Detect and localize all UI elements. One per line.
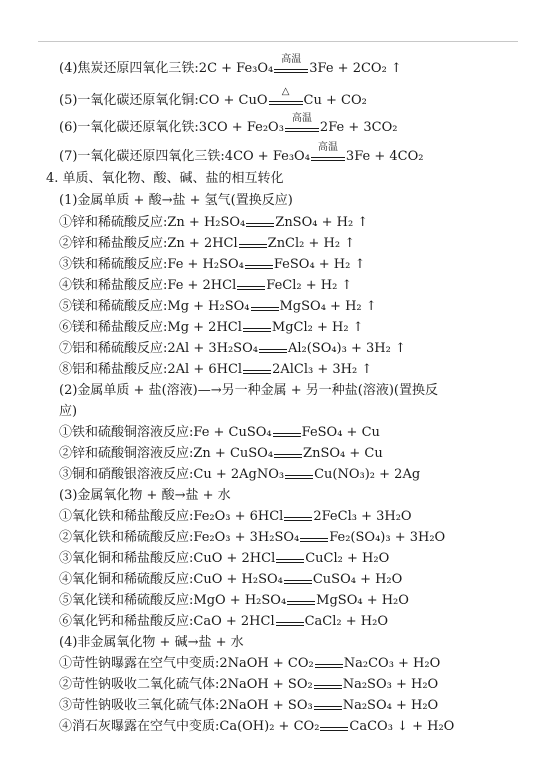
equals-sign	[237, 275, 265, 297]
equation-line	[59, 54, 402, 80]
line-text: (1)金属单质 + 酸→盐 + 氢气(置换反应)	[59, 193, 293, 208]
equation-line	[59, 296, 377, 318]
equation-line	[59, 674, 438, 696]
reactants: ②苛性钠吸收二氧化硫气体:2NaOH + SO₂	[59, 677, 313, 692]
equals-sign	[285, 464, 313, 486]
equation-line	[59, 275, 352, 297]
heading-line	[59, 632, 244, 654]
equation-line	[59, 716, 454, 738]
reactants: (5)一氧化碳还原氧化铜:CO + CuO	[59, 93, 268, 108]
equation-line	[59, 695, 438, 717]
equals-sign	[243, 359, 271, 381]
line-text: (4)非金属氧化物 + 碱→盐 + 水	[59, 635, 244, 650]
equals-sign	[285, 113, 319, 139]
equation-line	[59, 254, 365, 276]
equation-line	[59, 233, 355, 255]
products: FeSO₄ + H₂ ↑	[273, 257, 366, 272]
equals-sign	[246, 212, 274, 234]
equation-line	[59, 359, 372, 381]
header-rule	[38, 41, 518, 42]
equation-line	[59, 653, 440, 675]
equals-sign	[274, 443, 302, 465]
reactants: ①锌和稀硫酸反应:Zn + H₂SO₄	[59, 215, 246, 230]
equals-sign	[320, 716, 348, 738]
equation-line	[59, 443, 383, 465]
products: Cu + CO₂	[303, 93, 367, 108]
heading-line	[46, 168, 284, 190]
products: Al₂(SO₄)₃ + 3H₂ ↑	[287, 341, 406, 356]
equation-line	[59, 527, 445, 549]
products: CuCl₂ + H₂O	[305, 551, 390, 566]
reactants: (6)一氧化碳还原氧化铁:3CO + Fe₂O₃	[59, 120, 284, 135]
products: Cu(NO₃)₂ + 2Ag	[314, 467, 421, 482]
equation-line	[59, 317, 364, 339]
heading-line	[59, 401, 77, 423]
line-text: (2)金属单质 + 盐(溶液)—→另一种金属 + 另一种盐(溶液)(置换反	[59, 383, 438, 398]
reactants: (7)一氧化碳还原四氧化三铁:4CO + Fe₃O₄	[59, 149, 310, 164]
equals-sign	[314, 674, 342, 696]
products: 3Fe + 4CO₂	[345, 149, 424, 164]
equals-sign	[314, 695, 342, 717]
reactants: ①苛性钠曝露在空气中变质:2NaOH + CO₂	[59, 656, 314, 671]
reactants: ③铁和稀硫酸反应:Fe + H₂SO₄	[59, 257, 244, 272]
products: CaCO₃ ↓ + H₂O	[349, 719, 455, 734]
equation-line	[59, 422, 380, 444]
equation-line	[59, 464, 420, 486]
heading-line	[59, 380, 519, 402]
equals-sign	[273, 422, 301, 444]
products: Fe₂(SO₄)₃ + 3H₂O	[329, 530, 446, 545]
equation-line	[59, 338, 406, 360]
reactants: ①氧化铁和稀盐酸反应:Fe₂O₃ + 6HCl	[59, 509, 284, 524]
products: ZnSO₄ + Cu	[303, 446, 383, 461]
products: ZnSO₄ + H₂ ↑	[275, 215, 369, 230]
products: CuSO₄ + H₂O	[312, 572, 403, 587]
equation-line	[59, 212, 368, 234]
equals-sign	[315, 653, 343, 675]
equals-sign	[243, 317, 271, 339]
reactants: ⑧铝和稀盐酸反应:2Al + 6HCl	[59, 362, 243, 377]
equals-sign	[276, 611, 304, 633]
reactants: ②氧化铁和稀硫酸反应:Fe₂O₃ + 3H₂SO₄	[59, 530, 300, 545]
products: FeCl₂ + H₂ ↑	[266, 278, 353, 293]
equals-sign	[287, 590, 315, 612]
reactants: ③苛性钠吸收三氧化硫气体:2NaOH + SO₃	[59, 698, 313, 713]
equals-sign	[259, 338, 287, 360]
reactants: ⑥氧化钙和稀盐酸反应:CaO + 2HCl	[59, 614, 275, 629]
products: MgSO₄ + H₂O	[316, 593, 409, 608]
equation-line	[59, 611, 388, 633]
equation-line	[59, 142, 424, 168]
equals-sign	[251, 296, 279, 318]
reaction-condition: 高温	[291, 113, 312, 124]
reaction-condition: 高温	[281, 54, 302, 65]
equals-sign	[276, 548, 304, 570]
reaction-condition: 高温	[317, 142, 338, 153]
products: 2Fe + 3CO₂	[319, 120, 398, 135]
products: 3Fe + 2CO₂ ↑	[309, 61, 402, 76]
reaction-condition: △	[281, 86, 290, 97]
reactants: ③氧化铜和稀盐酸反应:CuO + 2HCl	[59, 551, 276, 566]
products: 2AlCl₃ + 3H₂ ↑	[272, 362, 373, 377]
products: ZnCl₂ + H₂ ↑	[267, 236, 356, 251]
reactants: (4)焦炭还原四氧化三铁:2C + Fe₃O₄	[59, 61, 274, 76]
products: MgSO₄ + H₂ ↑	[279, 299, 377, 314]
reactants: ③铜和硝酸银溶液反应:Cu + 2AgNO₃	[59, 467, 285, 482]
reactants: ②锌和稀盐酸反应:Zn + 2HCl	[59, 236, 238, 251]
equals-sign	[245, 254, 273, 276]
equals-sign	[274, 54, 308, 80]
reactants: ⑤氧化镁和稀硫酸反应:MgO + H₂SO₄	[59, 593, 287, 608]
products: Na₂SO₃ + H₂O	[342, 677, 439, 692]
equals-sign	[300, 527, 328, 549]
reactants: ④氧化铜和稀硫酸反应:CuO + H₂SO₄	[59, 572, 283, 587]
reactants: ④消石灰曝露在空气中变质:Ca(OH)₂ + CO₂	[59, 719, 320, 734]
equals-sign	[311, 142, 345, 168]
products: 2FeCl₃ + 3H₂O	[313, 509, 412, 524]
reactants: ②锌和硫酸铜溶液反应:Zn + CuSO₄	[59, 446, 274, 461]
equation-line	[59, 506, 412, 528]
reactants: ④铁和稀盐酸反应:Fe + 2HCl	[59, 278, 237, 293]
equals-sign	[269, 86, 303, 112]
reactants: ⑥镁和稀盐酸反应:Mg + 2HCl	[59, 320, 242, 335]
equals-sign	[284, 569, 312, 591]
reactants: ①铁和硫酸铜溶液反应:Fe + CuSO₄	[59, 425, 272, 440]
reactants: ⑦铝和稀硫酸反应:2Al + 3H₂SO₄	[59, 341, 258, 356]
products: Na₂SO₄ + H₂O	[342, 698, 439, 713]
products: MgCl₂ + H₂ ↑	[271, 320, 364, 335]
equation-line	[59, 86, 367, 112]
products: FeSO₄ + Cu	[301, 425, 380, 440]
heading-line	[59, 190, 293, 212]
equals-sign	[239, 233, 267, 255]
heading-line	[59, 485, 231, 507]
equation-line	[59, 569, 402, 591]
equation-line	[59, 548, 389, 570]
products: CaCl₂ + H₂O	[304, 614, 388, 629]
reactants: ⑤镁和稀硫酸反应:Mg + H₂SO₄	[59, 299, 250, 314]
line-text: 应)	[59, 404, 78, 419]
products: Na₂CO₃ + H₂O	[343, 656, 441, 671]
line-text: 4. 单质、氧化物、酸、碱、盐的相互转化	[46, 171, 284, 186]
line-text: (3)金属氧化物 + 酸→盐 + 水	[59, 488, 231, 503]
equation-line	[59, 113, 398, 139]
equals-sign	[284, 506, 312, 528]
equation-line	[59, 590, 409, 612]
